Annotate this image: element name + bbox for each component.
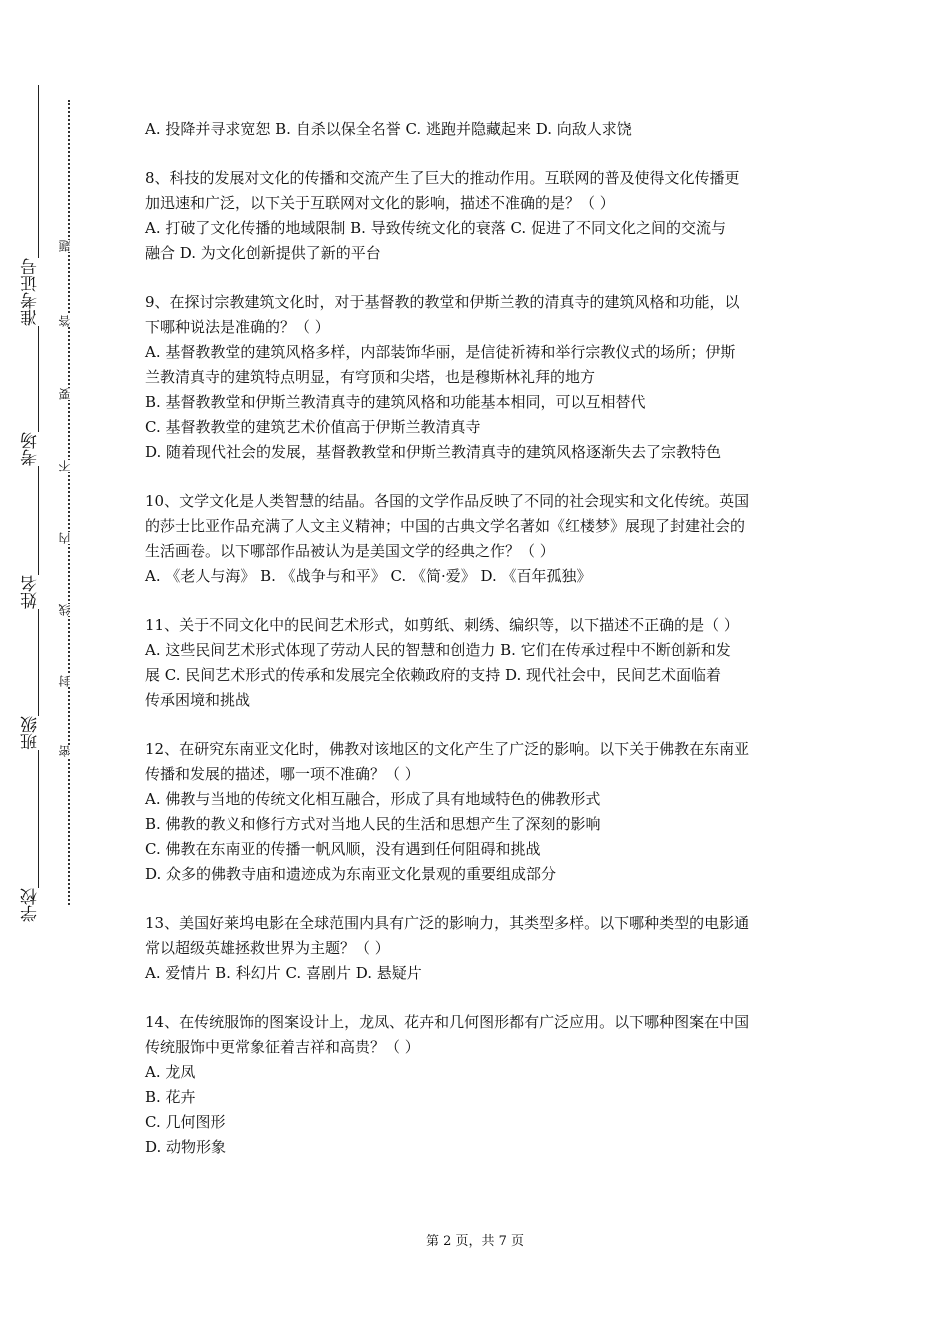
question-9 (145, 290, 810, 465)
question-line: 9、在探讨宗教建筑文化时，对于基督教的教堂和伊斯兰教的清真寺的建筑风格和功能，以 (145, 293, 740, 311)
binding-margin (0, 0, 110, 1344)
question-line: 的莎士比亚作品充满了人文主义精神；中国的古典文学名著如《红楼梦》展现了封建社会的 (145, 517, 746, 535)
question-line: C. 几何图形 (145, 1113, 226, 1131)
question-line: C. 佛教在东南亚的传播一帆风顺，没有遇到任何阻碍和挑战 (145, 840, 541, 858)
seal-char: 不 (58, 460, 78, 472)
exam-number-label: 准考证号 (21, 258, 41, 326)
question-line: A. 龙凤 (145, 1063, 196, 1081)
question-line: A. 投降并寻求宽恕 B. 自杀以保全名誉 C. 逃跑并隐藏起来 D. 向敌人求饶 (145, 120, 632, 138)
seal-char: 答 (58, 315, 78, 327)
question-line: 14、在传统服饰的图案设计上，龙凤、花卉和几何图形都有广泛应用。以下哪种图案在中国 (145, 1013, 750, 1031)
question-line: A. 这些民间艺术形式体现了劳动人民的智慧和创造力 B. 它们在传承过程中不断创新和发 (145, 641, 731, 659)
question-line: 传承困境和挑战 (145, 691, 251, 709)
seal-char: 封 (58, 675, 78, 687)
question-line: A. 佛教与当地的传统文化相互融合，形成了具有地域特色的佛教形式 (145, 790, 601, 808)
question-13 (145, 911, 810, 986)
question-line: D. 众多的佛教寺庙和遗迹成为东南亚文化景观的重要组成部分 (145, 865, 557, 883)
question-line: 展 C. 民间艺术形式的传承和发展完全依赖政府的支持 D. 现代社会中，民间艺术面临着 (145, 666, 722, 684)
question-line: 兰教清真寺的建筑特点明显，有穹顶和尖塔，也是穆斯林礼拜的地方 (145, 368, 596, 386)
question-11 (145, 613, 810, 713)
seal-char: 内 (58, 532, 78, 544)
question-14 (145, 1010, 810, 1160)
question-line: A. 基督教教堂的建筑风格多样，内部装饰华丽，是信徒祈祷和举行宗教仪式的场所；伊斯 (145, 343, 736, 361)
seal-char: 线 (58, 604, 78, 616)
question-line: 13、美国好莱坞电影在全球范围内具有广泛的影响力，其类型多样。以下哪种类型的电影通 (145, 914, 750, 932)
class-label: 班级 (21, 716, 41, 750)
question-line: 下哪种说法是准确的？（ ） (145, 318, 330, 336)
seal-char: 题 (58, 240, 78, 252)
seal-dotted-line (68, 100, 70, 905)
question-10 (145, 489, 810, 589)
question-line: 12、在研究东南亚文化时，佛教对该地区的文化产生了广泛的影响。以下关于佛教在东南亚 (145, 740, 750, 758)
question-line: 加迅速和广泛，以下关于互联网对文化的影响，描述不准确的是？（ ） (145, 194, 615, 212)
name-label: 姓名 (21, 575, 41, 609)
seal-char: 密 (58, 745, 78, 757)
question-7-options (145, 117, 810, 142)
question-8 (145, 166, 810, 266)
question-12 (145, 737, 810, 887)
question-line: 常以超级英雄拯救世界为主题？（ ） (145, 939, 390, 957)
question-line: D. 动物形象 (145, 1138, 227, 1156)
seal-char: 要 (58, 388, 78, 400)
question-content (145, 117, 810, 1184)
question-line: B. 花卉 (145, 1088, 196, 1106)
question-line: 传播和发展的描述，哪一项不准确？（ ） (145, 765, 420, 783)
question-line: 生活画卷。以下哪部作品被认为是美国文学的经典之作？（ ） (145, 542, 555, 560)
question-line: A. 爱情片 B. 科幻片 C. 喜剧片 D. 悬疑片 (145, 964, 422, 982)
exam-room-label: 考场 (21, 432, 41, 466)
question-line: D. 随着现代社会的发展，基督教教堂和伊斯兰教清真寺的建筑风格逐渐失去了宗教特色 (145, 443, 722, 461)
question-line: B. 佛教的教义和修行方式对当地人民的生活和思想产生了深刻的影响 (145, 815, 601, 833)
question-line: A. 打破了文化传播的地域限制 B. 导致传统文化的衰落 C. 促进了不同文化之间的交流与 (145, 219, 726, 237)
question-line: B. 基督教教堂和伊斯兰教清真寺的建筑风格和功能基本相同，可以互相替代 (145, 393, 646, 411)
question-line: 传统服饰中更常象征着吉祥和高贵？（ ） (145, 1038, 420, 1056)
question-line: 融合 D. 为文化创新提供了新的平台 (145, 244, 381, 262)
school-label: 学校 (21, 888, 41, 922)
question-line: 8、科技的发展对文化的传播和交流产生了巨大的推动作用。互联网的普及使得文化传播更 (145, 169, 740, 187)
question-line: A. 《老人与海》 B. 《战争与和平》 C. 《简·爱》 D. 《百年孤独》 (145, 567, 592, 585)
binding-line (38, 85, 39, 910)
page-number: 第 2 页，共 7 页 (425, 1234, 525, 1249)
question-line: 11、关于不同文化中的民间艺术形式，如剪纸、刺绣、编织等，以下描述不正确的是（ ） (145, 616, 739, 634)
question-line: C. 基督教教堂的建筑艺术价值高于伊斯兰教清真寺 (145, 418, 481, 436)
question-line: 10、文学文化是人类智慧的结晶。各国的文学作品反映了不同的社会现实和文化传统。英国 (145, 492, 750, 510)
